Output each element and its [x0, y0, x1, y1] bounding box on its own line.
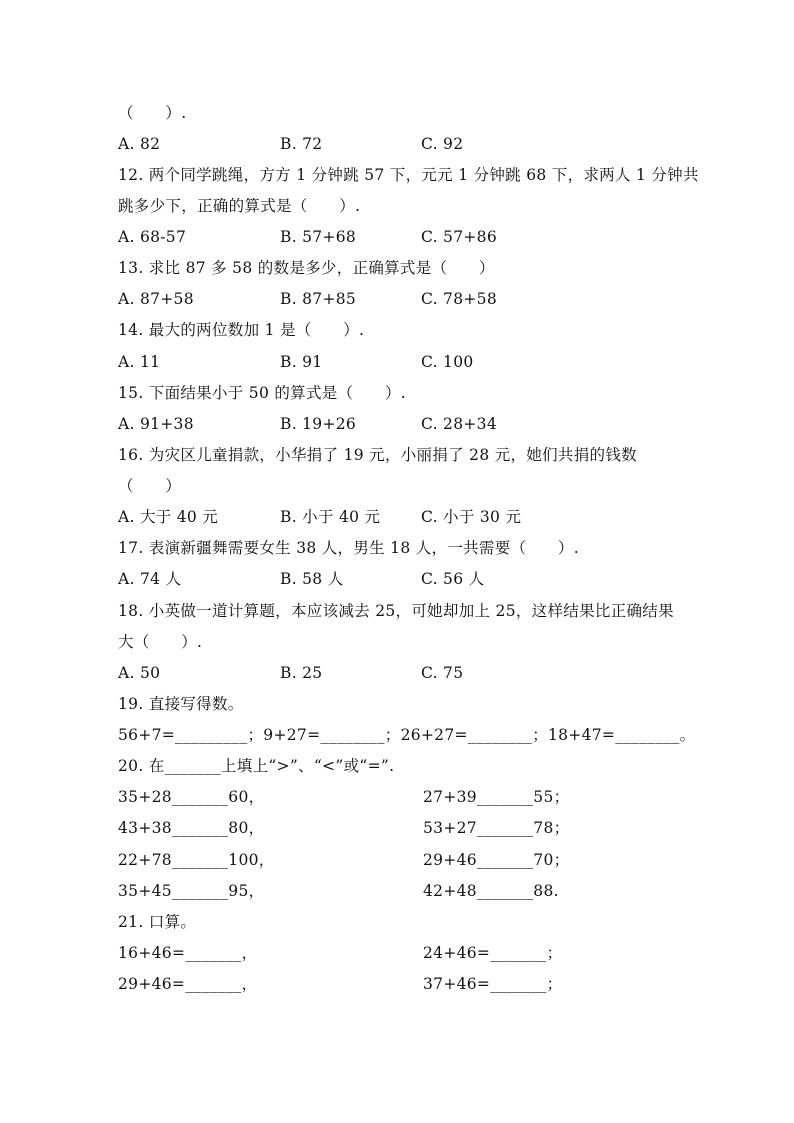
answer-option: C. 小于 30 元	[421, 508, 522, 526]
text-line: 17. 表演新疆舞需要女生 38 人，男生 18 人，一共需要（ ）.	[118, 539, 579, 557]
exercise-row	[118, 878, 559, 904]
answer-option: B. 58 人	[280, 570, 344, 588]
answer-option: B. 57+68	[280, 228, 357, 246]
answer-option: B. 小于 40 元	[280, 508, 381, 526]
exercise-right: 37+46=_______；	[423, 975, 563, 993]
text-line: 56+7=_________；9+27=________；26+27=________；18+47=________。	[118, 726, 696, 744]
text-line: 大（ ）.	[118, 633, 203, 651]
answer-option: B. 72	[280, 135, 323, 153]
answer-option: B. 91	[280, 353, 323, 371]
text-line: 19. 直接写得数。	[118, 695, 244, 713]
answer-option: A. 74 人	[118, 570, 182, 588]
text-line: 21. 口算。	[118, 913, 197, 931]
exercise-right: 42+48_______88.	[423, 882, 559, 900]
text-line: 12. 两个同学跳绳，方方 1 分钟跳 57 下，元元 1 分钟跳 68 下，求两人 1 分钟共	[118, 166, 699, 184]
answer-option: C. 75	[421, 664, 464, 682]
answer-option: B. 25	[280, 664, 323, 682]
answer-option: B. 87+85	[280, 290, 357, 308]
exercise-left: 16+46=_______，	[118, 944, 258, 962]
answer-option: A. 50	[118, 664, 161, 682]
exercise-right: 24+46=_______；	[423, 944, 563, 962]
text-line: 15. 下面结果小于 50 的算式是（ ）.	[118, 384, 406, 402]
exercise-row	[118, 971, 563, 997]
exercise-left: 29+46=_______，	[118, 975, 258, 993]
text-line: 20. 在_______上填上“>”、“<”或“=”.	[118, 757, 395, 775]
answer-option: A. 82	[118, 135, 161, 153]
exercise-right: 29+46_______70；	[423, 851, 570, 869]
answer-option: A. 大于 40 元	[118, 508, 219, 526]
answer-option: C. 56 人	[421, 570, 485, 588]
text-line: 18. 小英做一道计算题，本应该减去 25，可她却加上 25，这样结果比正确结果	[118, 602, 674, 620]
text-line: （ ）.	[118, 104, 187, 122]
answer-option: A. 91+38	[118, 415, 194, 433]
exercise-left: 35+45_______95，	[118, 882, 265, 900]
answer-option: A. 87+58	[118, 290, 194, 308]
text-line: 14. 最大的两位数加 1 是（ ）.	[118, 321, 365, 339]
text-line: 16. 为灾区儿童捐款，小华捐了 19 元，小丽捐了 28 元，她们共捐的钱数	[118, 446, 637, 464]
exercise-row	[118, 815, 570, 841]
answer-option: C. 57+86	[421, 228, 497, 246]
exercise-row	[118, 940, 563, 966]
answer-option: C. 28+34	[421, 415, 497, 433]
text-line: 跳多少下，正确的算式是（ ）.	[118, 197, 361, 215]
exercise-row	[118, 784, 570, 810]
answer-option: A. 68-57	[118, 228, 187, 246]
answer-option: B. 19+26	[280, 415, 357, 433]
exercise-right: 27+39_______55；	[423, 788, 570, 806]
text-line: 13. 求比 87 多 58 的数是多少，正确算式是（ ）	[118, 259, 495, 277]
exercise-left: 22+78_______100，	[118, 851, 275, 869]
exercise-left: 35+28_______60，	[118, 788, 265, 806]
answer-option: A. 11	[118, 353, 161, 371]
exercise-row	[118, 847, 570, 873]
exercise-right: 53+27_______78；	[423, 819, 570, 837]
answer-option: C. 92	[421, 135, 464, 153]
answer-option: C. 78+58	[421, 290, 497, 308]
exercise-left: 43+38_______80，	[118, 819, 265, 837]
text-line: （ ）	[118, 477, 182, 495]
answer-option: C. 100	[421, 353, 474, 371]
